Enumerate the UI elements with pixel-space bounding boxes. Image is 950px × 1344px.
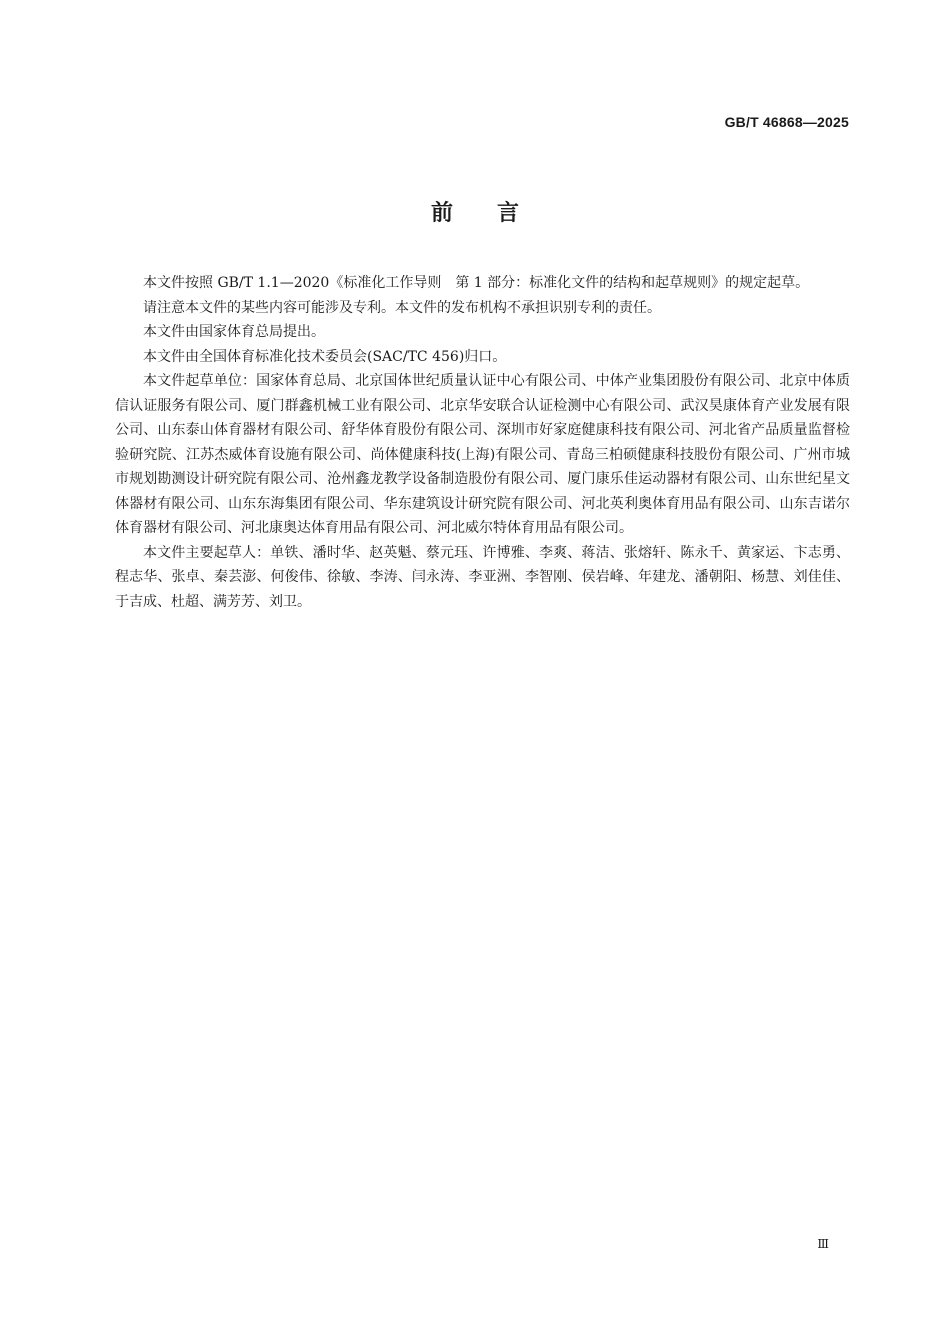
standard-number: GB/T 46868—2025 (724, 114, 849, 130)
page-title (0, 196, 950, 227)
paragraph-drafting-rules: 本文件按照 GB/T 1.1—2020《标准化工作导则 第 1 部分：标准化文件的结构和起草规则》的规定起草。 (143, 275, 810, 291)
paragraph-under-jurisdiction: 本文件由全国体育标准化技术委员会(SAC/TC 456)归口。 (143, 348, 507, 365)
paragraph-main-drafters: 本文件主要起草人：单铁、潘时华、赵英魁、蔡元珏、许博雅、李爽、蒋洁、张熔轩、陈永千、黄家运、卞志勇、程志华、张卓、秦芸澎、何俊伟、徐敏、李涛、闫永涛、李亚洲、李智刚、侯岩峰、年建龙、潘朝阳、杨慧、刘佳佳、于吉成、杜超、满芳芳、刘卫。 (115, 544, 850, 610)
paragraph-proposed-by: 本文件由国家体育总局提出。 (143, 324, 325, 340)
paragraph-drafting-organizations: 本文件起草单位：国家体育总局、北京国体世纪质量认证中心有限公司、中体产业集团股份有限公司、北京中体质信认证服务有限公司、厦门群鑫机械工业有限公司、北京华安联合认证检测中心有限公司、武汉昊康体育产业发展有限公司、山东泰山体育器材有限公司、舒华体育股份有限公司、深圳市好家庭健康科技有限公司、河北省产品质量监督检验研究院、江苏杰威体育设施有限公司、尚体健康科技(上海)有限公司、青岛三柏硕健康科技股份有限公司、广州市城市规划勘测设计研究院有限公司、沧州鑫龙教学设备制造股份有限公司、厦门康乐佳运动器材有限公司、山东世纪星文体器材有限公司、山东东海集团有限公司、华东建筑设计研究院有限公司、河北英利奥体育用品有限公司、山东吉诺尔体育器材有限公司、河北康奥达体育用品有限公司、河北威尔特体育用品有限公司。 (115, 373, 850, 536)
paragraph-patent-notice: 请注意本文件的某些内容可能涉及专利。本文件的发布机构不承担识别专利的责任。 (143, 299, 661, 316)
title-char-1: 前 (430, 201, 453, 226)
foreword-body (115, 271, 850, 614)
title-char-2: 言 (497, 201, 520, 226)
page-number: Ⅲ (817, 1237, 829, 1251)
